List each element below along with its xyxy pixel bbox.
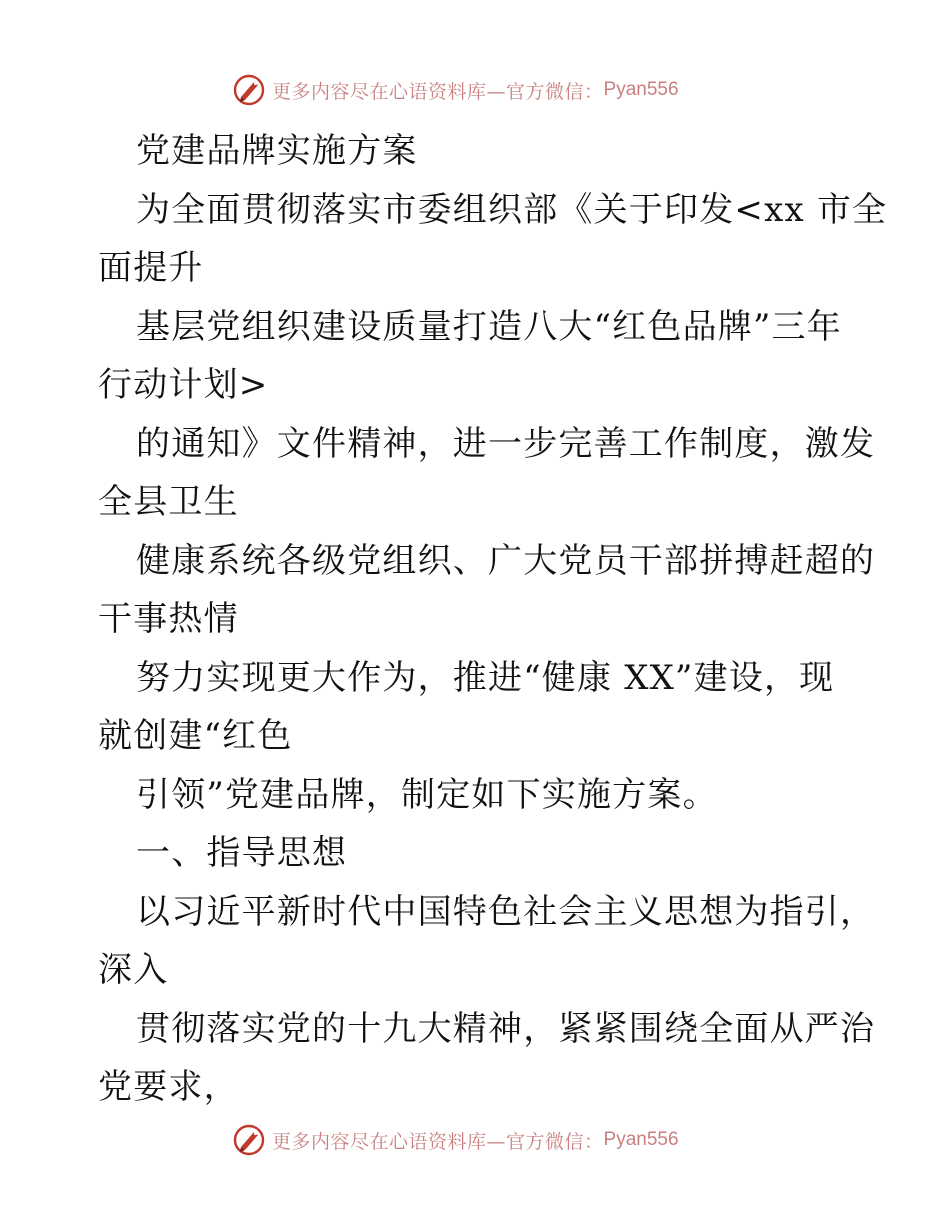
document-body [98,122,888,1117]
doc-line-14: 以习近平新时代中国特色社会主义思想为指引， [136,891,876,932]
header-watermark [232,70,679,110]
doc-line-1: 党建品牌实施方案 [136,131,418,171]
doc-line-7: 全县卫生 [98,482,239,522]
doc-line-5: 行动计划> [98,365,269,405]
watermark-text: 更多内容尽在心语资料库—官方微信： [272,1130,604,1153]
doc-line-11: 就创建“红色 [98,716,293,756]
doc-line-15: 深入 [98,950,169,990]
pen-logo-icon [232,73,266,107]
doc-line-4: 基层党组织建设质量打造八大“红色品牌”三年 [136,306,842,347]
watermark-wechat-id: Pyan556 [603,1129,679,1150]
watermark-text: 更多内容尽在心语资料库—官方微信： [272,80,604,103]
doc-line-3: 面提升 [98,248,204,288]
watermark-wechat-id: Pyan556 [603,79,679,100]
doc-line-12: 引领”党建品牌，制定如下实施方案。 [136,774,718,815]
doc-line-13: 一、指导思想 [136,833,348,873]
doc-line-16: 贯彻落实党的十九大精神，紧紧围绕全面从严治 [136,1008,876,1049]
doc-line-17: 党要求， [98,1067,239,1107]
doc-line-8: 健康系统各级党组织、广大党员干部拼搏赶超的 [136,540,876,581]
doc-line-10: 努力实现更大作为，推进“健康 XX”建设，现 [136,657,835,698]
doc-line-2: 为全面贯彻落实市委组织部《关于印发<xx 市全 [136,189,888,230]
doc-line-9: 干事热情 [98,599,239,639]
pen-logo-icon [232,1123,266,1157]
doc-line-6: 的通知》文件精神，进一步完善工作制度，激发 [136,423,876,464]
footer-watermark [232,1120,679,1160]
